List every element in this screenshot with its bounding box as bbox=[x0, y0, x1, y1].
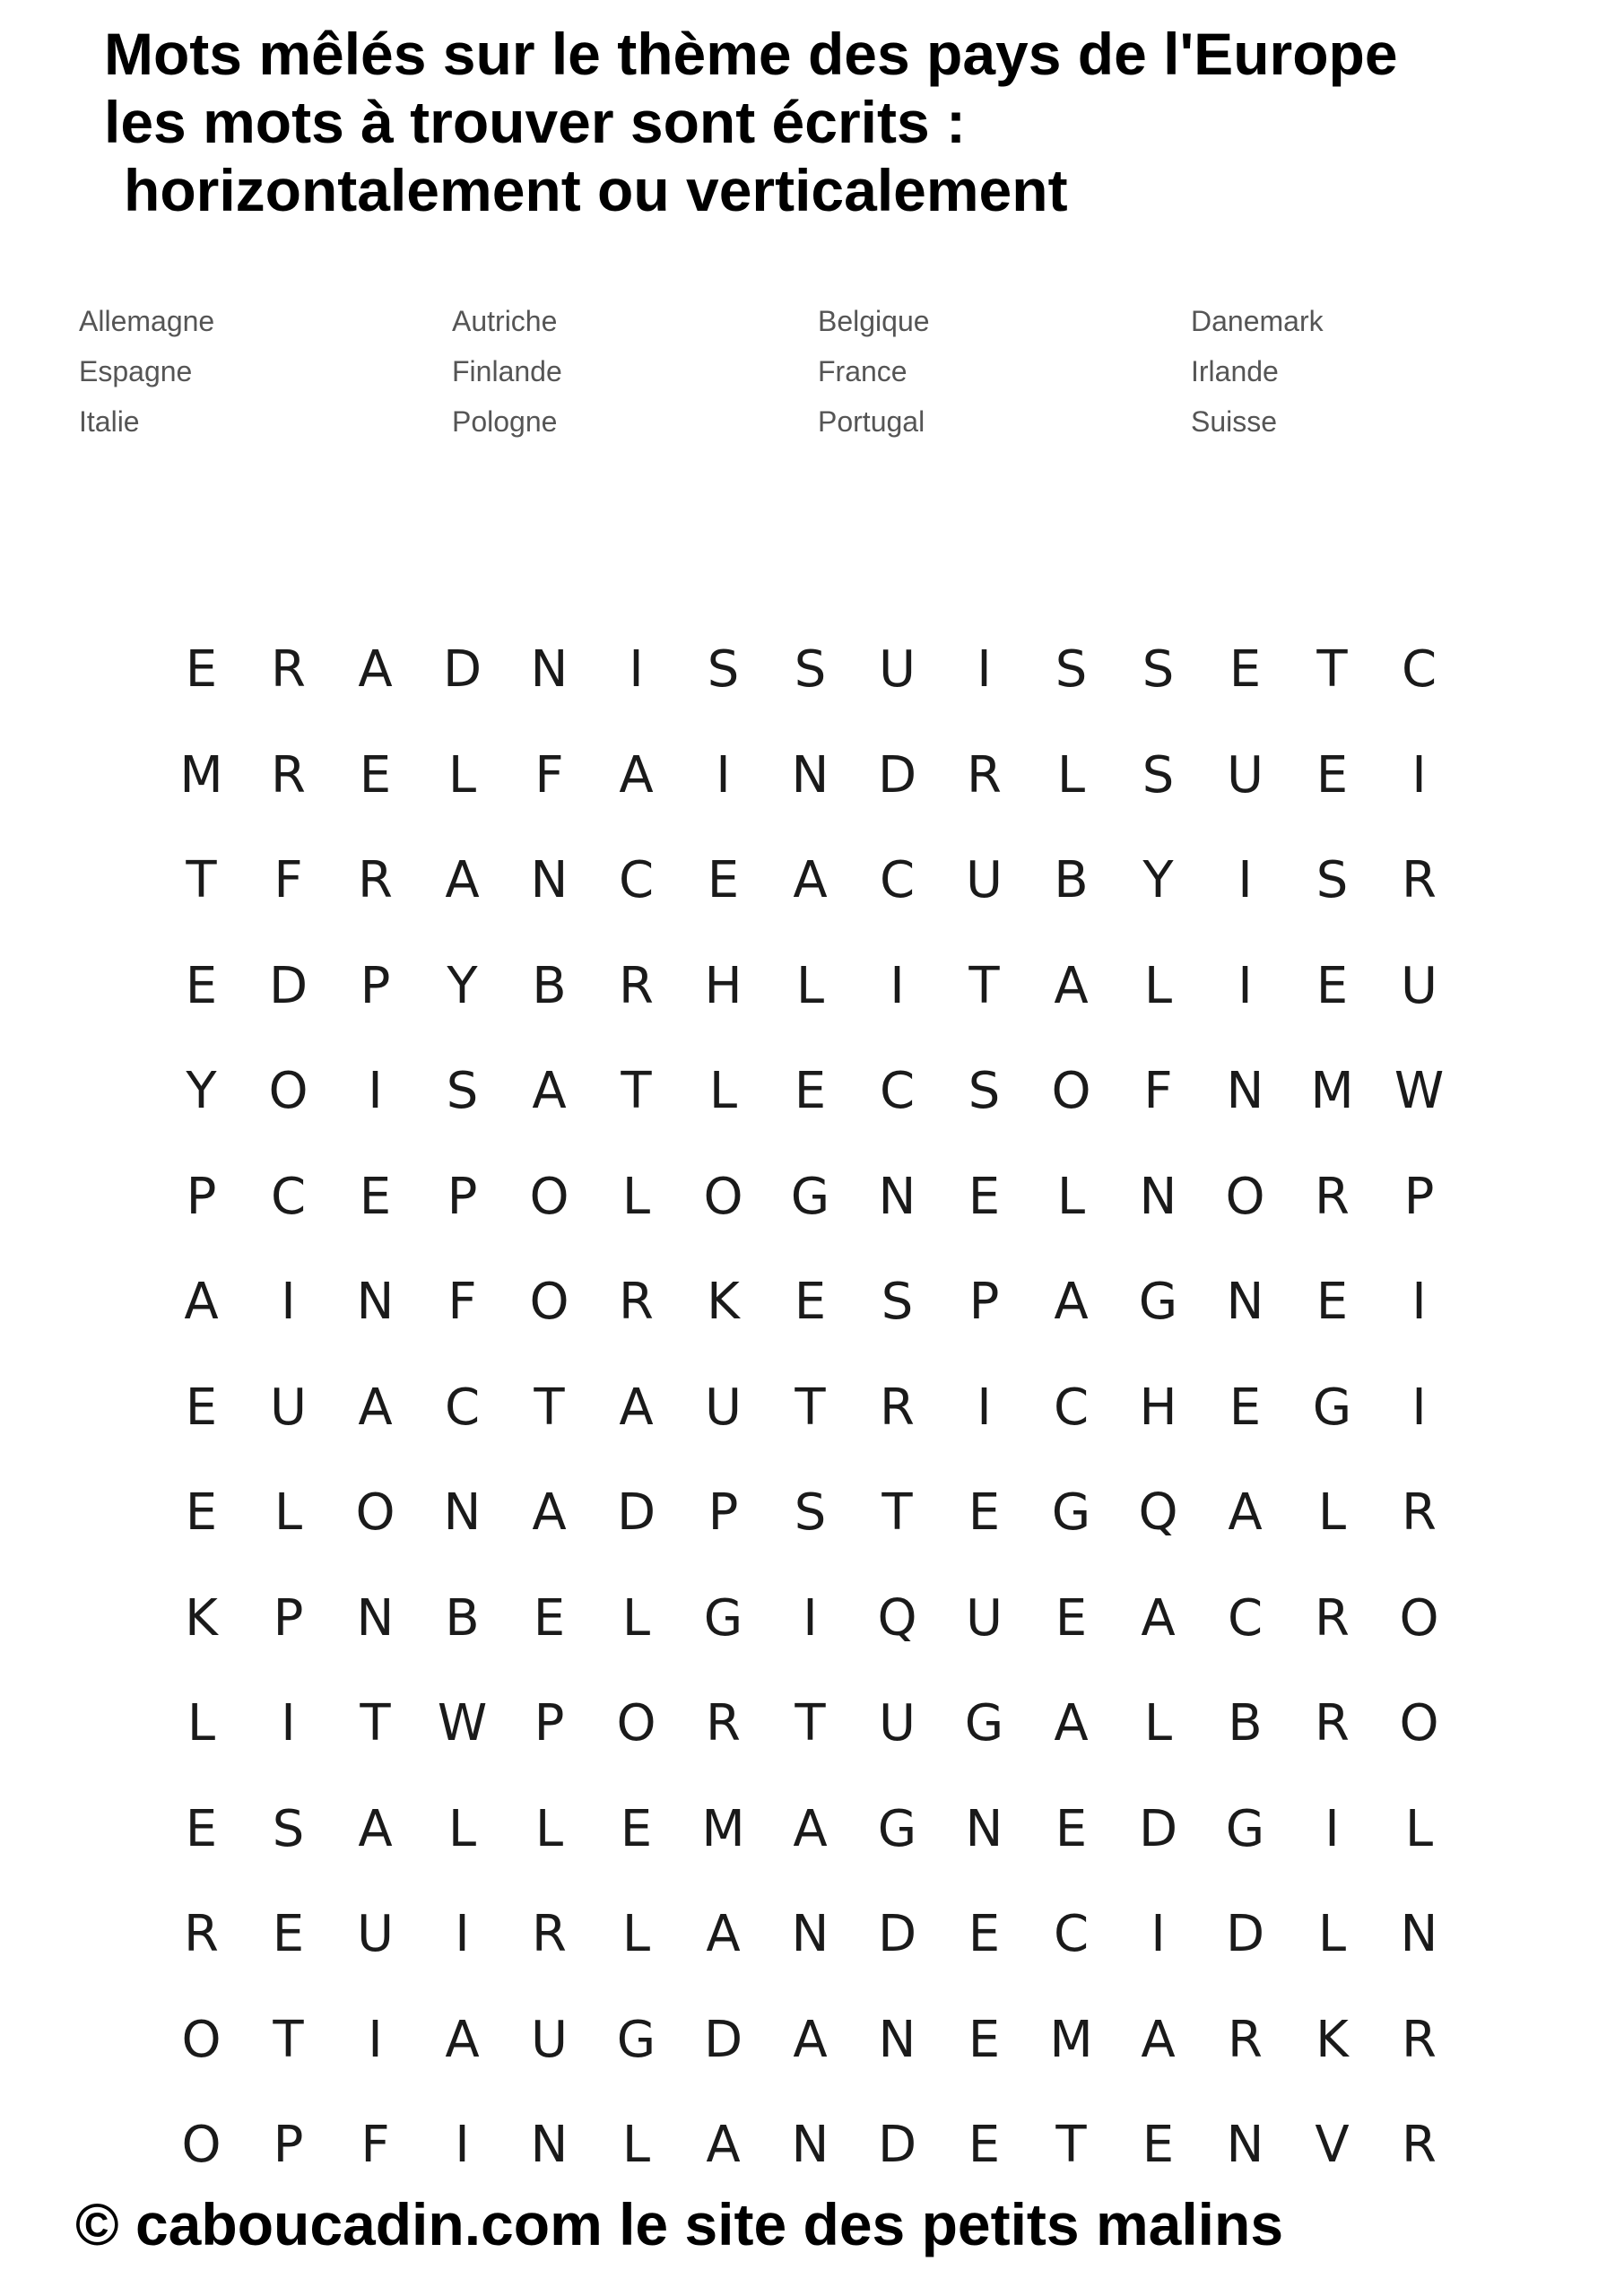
grid-cell[interactable]: F bbox=[360, 2116, 390, 2175]
grid-cell[interactable]: O bbox=[1399, 1694, 1439, 1753]
grid-cell[interactable]: S bbox=[881, 1273, 914, 1332]
grid-cell[interactable]: G bbox=[1138, 1273, 1178, 1332]
grid-cell[interactable]: T bbox=[186, 851, 217, 910]
word-item: Irlande bbox=[1191, 355, 1279, 387]
grid-cell[interactable]: O bbox=[181, 2010, 221, 2069]
grid-cell[interactable]: R bbox=[1402, 1483, 1437, 1543]
grid-cell[interactable]: A bbox=[1228, 1483, 1263, 1543]
grid-cell[interactable]: O bbox=[529, 1167, 569, 1226]
grid-cell[interactable]: I bbox=[368, 1062, 383, 1121]
grid-cell[interactable]: N bbox=[530, 851, 569, 910]
grid-cell[interactable]: S bbox=[1142, 745, 1175, 804]
grid-cell[interactable]: H bbox=[1139, 1378, 1177, 1437]
puzzle-title bbox=[104, 20, 1611, 224]
grid-cell[interactable]: E bbox=[1316, 1273, 1349, 1332]
word-item: Danemark bbox=[1191, 305, 1324, 337]
grid-cell[interactable]: N bbox=[1400, 1905, 1438, 1964]
grid-cell[interactable]: L bbox=[1056, 745, 1086, 804]
grid-cell[interactable]: I bbox=[977, 640, 992, 700]
grid-cell[interactable]: L bbox=[621, 1905, 651, 1964]
grid-cell[interactable]: E bbox=[794, 1062, 827, 1121]
grid-cell[interactable]: R bbox=[619, 1273, 654, 1332]
grid-cell[interactable]: I bbox=[1411, 1378, 1427, 1437]
grid-cell[interactable]: S bbox=[1142, 640, 1175, 700]
grid-cell[interactable]: R bbox=[1315, 1694, 1350, 1753]
grid-cell[interactable]: G bbox=[703, 1588, 743, 1648]
word-item: Suisse bbox=[1191, 405, 1278, 438]
grid-cell[interactable]: T bbox=[795, 1694, 826, 1753]
grid-cell[interactable]: E bbox=[1316, 745, 1349, 804]
grid-cell[interactable]: T bbox=[881, 1483, 913, 1543]
grid-cell[interactable]: W bbox=[1394, 1062, 1445, 1121]
grid-cell[interactable]: N bbox=[1226, 1273, 1264, 1332]
word-list bbox=[79, 296, 1559, 447]
grid-cell[interactable]: C bbox=[270, 1167, 307, 1226]
grid-cell[interactable]: G bbox=[1312, 1378, 1352, 1437]
grid-cell[interactable]: R bbox=[271, 745, 306, 804]
grid-cell[interactable]: R bbox=[184, 1905, 219, 1964]
grid-cell[interactable]: N bbox=[356, 1588, 395, 1648]
grid-cell[interactable]: E bbox=[1316, 956, 1349, 1015]
grid-cell[interactable]: K bbox=[1316, 2010, 1349, 2069]
grid-cell[interactable]: U bbox=[966, 851, 1003, 910]
word-item: Italie bbox=[79, 405, 140, 438]
grid-cell[interactable]: F bbox=[534, 745, 564, 804]
grid-cell[interactable]: A bbox=[1141, 2010, 1176, 2069]
grid-cell[interactable]: N bbox=[1226, 1062, 1264, 1121]
grid-cell[interactable]: I bbox=[455, 2116, 470, 2175]
grid-cell[interactable]: N bbox=[965, 1799, 1003, 1858]
grid-cell[interactable]: L bbox=[1143, 1694, 1173, 1753]
grid-cell[interactable]: R bbox=[1315, 1588, 1350, 1648]
grid-cell[interactable]: E bbox=[968, 1483, 1001, 1543]
grid-cell[interactable]: G bbox=[1051, 1483, 1091, 1543]
grid-cell[interactable]: S bbox=[1316, 851, 1349, 910]
grid-cell[interactable]: B bbox=[1228, 1694, 1263, 1753]
grid-cell[interactable]: B bbox=[445, 1588, 480, 1648]
grid-cell[interactable]: O bbox=[1225, 1167, 1265, 1226]
grid-cell[interactable]: L bbox=[621, 1167, 651, 1226]
grid-cell[interactable]: A bbox=[793, 1799, 828, 1858]
grid-cell[interactable]: G bbox=[616, 2010, 656, 2069]
grid-cell[interactable]: C bbox=[1227, 1588, 1264, 1648]
word-item: Allemagne bbox=[79, 305, 215, 337]
grid-cell[interactable]: A bbox=[706, 2116, 741, 2175]
grid-cell[interactable]: A bbox=[184, 1273, 219, 1332]
grid-cell[interactable]: D bbox=[442, 640, 482, 700]
grid-cell[interactable]: L bbox=[447, 745, 477, 804]
grid-cell[interactable]: U bbox=[705, 1378, 742, 1437]
grid-cell[interactable]: E bbox=[1229, 1378, 1262, 1437]
grid-cell[interactable]: I bbox=[890, 956, 905, 1015]
grid-cell[interactable]: N bbox=[791, 745, 829, 804]
grid-cell[interactable]: A bbox=[532, 1062, 567, 1121]
word-item: Espagne bbox=[79, 355, 193, 387]
grid-cell[interactable]: P bbox=[447, 1167, 478, 1226]
grid-cell[interactable]: M bbox=[1310, 1062, 1354, 1121]
grid-cell[interactable]: T bbox=[273, 2010, 304, 2069]
word-item: Autriche bbox=[452, 305, 558, 337]
grid-cell[interactable]: T bbox=[795, 1378, 826, 1437]
grid-cell[interactable]: K bbox=[707, 1273, 740, 1332]
grid-cell[interactable]: U bbox=[531, 2010, 568, 2069]
grid-cell[interactable]: E bbox=[620, 1799, 653, 1858]
grid-cell[interactable]: T bbox=[1055, 2116, 1087, 2175]
grid-cell[interactable]: U bbox=[966, 1588, 1003, 1648]
grid-cell[interactable]: R bbox=[1228, 2010, 1263, 2069]
grid-cell[interactable]: P bbox=[273, 2116, 304, 2175]
grid-cell[interactable]: O bbox=[616, 1694, 656, 1753]
grid-cell[interactable]: R bbox=[967, 745, 1002, 804]
grid-cell[interactable]: B bbox=[532, 956, 567, 1015]
grid-cell[interactable]: E bbox=[968, 2116, 1001, 2175]
grid-cell[interactable]: A bbox=[1054, 1694, 1089, 1753]
copyright-footer: © caboucadin.com le site des petits malins bbox=[75, 2191, 1284, 2257]
grid-cell[interactable]: L bbox=[1404, 1799, 1434, 1858]
grid-cell[interactable]: T bbox=[968, 956, 1000, 1015]
grid-cell[interactable]: S bbox=[968, 1062, 1001, 1121]
grid-cell[interactable]: E bbox=[707, 851, 740, 910]
grid-cell[interactable]: E bbox=[359, 745, 392, 804]
grid-cell[interactable]: E bbox=[1142, 2116, 1175, 2175]
grid-cell[interactable]: A bbox=[793, 851, 828, 910]
grid-cell[interactable]: I bbox=[281, 1273, 296, 1332]
grid-cell[interactable]: P bbox=[1403, 1167, 1435, 1226]
grid-cell[interactable]: U bbox=[879, 640, 916, 700]
grid-cell[interactable]: R bbox=[1402, 851, 1437, 910]
grid-cell[interactable]: E bbox=[968, 1905, 1001, 1964]
grid-cell[interactable]: R bbox=[880, 1378, 915, 1437]
grid-cell[interactable]: F bbox=[1143, 1062, 1173, 1121]
grid-cell[interactable]: C bbox=[618, 851, 655, 910]
grid-cell[interactable]: A bbox=[358, 640, 393, 700]
grid-cell[interactable]: L bbox=[621, 1588, 651, 1648]
grid-cell[interactable]: N bbox=[1139, 1167, 1177, 1226]
grid-cell[interactable]: L bbox=[1056, 1167, 1086, 1226]
title-line-2: les mots à trouver sont écrits : bbox=[104, 89, 966, 155]
grid-cell[interactable]: C bbox=[879, 851, 916, 910]
grid-cell[interactable]: I bbox=[803, 1588, 818, 1648]
grid-cell[interactable]: C bbox=[879, 1062, 916, 1121]
grid-cell[interactable]: N bbox=[878, 1167, 916, 1226]
grid-cell[interactable]: L bbox=[1317, 1905, 1347, 1964]
grid-cell[interactable]: G bbox=[877, 1799, 917, 1858]
grid-cell[interactable]: G bbox=[1225, 1799, 1265, 1858]
grid-cell[interactable]: N bbox=[878, 2010, 916, 2069]
grid-cell[interactable]: T bbox=[534, 1378, 565, 1437]
grid-cell[interactable]: I bbox=[716, 745, 731, 804]
grid-cell[interactable]: U bbox=[1227, 745, 1264, 804]
grid-cell[interactable]: Y bbox=[447, 956, 478, 1015]
grid-cell[interactable]: O bbox=[703, 1167, 743, 1226]
grid-cell[interactable]: I bbox=[1238, 956, 1253, 1015]
grid-cell[interactable]: O bbox=[268, 1062, 308, 1121]
grid-cell[interactable]: R bbox=[358, 851, 393, 910]
grid-cell[interactable]: P bbox=[360, 956, 391, 1015]
grid-cell[interactable]: L bbox=[274, 1483, 303, 1543]
grid-cell[interactable]: R bbox=[271, 640, 306, 700]
grid-cell[interactable]: V bbox=[1315, 2116, 1350, 2175]
grid-cell[interactable]: O bbox=[1051, 1062, 1091, 1121]
title-line-3: horizontalement ou verticalement bbox=[124, 157, 1068, 223]
grid-cell[interactable]: D bbox=[1138, 1799, 1178, 1858]
grid-cell[interactable]: P bbox=[708, 1483, 739, 1543]
grid-cell[interactable]: E bbox=[185, 1799, 218, 1858]
grid-cell[interactable]: E bbox=[1055, 1588, 1088, 1648]
grid-cell[interactable]: R bbox=[1402, 2010, 1437, 2069]
grid-cell[interactable]: R bbox=[1315, 1167, 1350, 1226]
grid-cell[interactable]: E bbox=[794, 1273, 827, 1332]
grid-cell[interactable]: C bbox=[1053, 1905, 1090, 1964]
grid-cell[interactable]: I bbox=[977, 1378, 992, 1437]
grid-cell[interactable]: U bbox=[879, 1694, 916, 1753]
grid-cell[interactable]: F bbox=[274, 851, 303, 910]
grid-cell[interactable]: U bbox=[1401, 956, 1437, 1015]
grid-cell[interactable]: P bbox=[534, 1694, 565, 1753]
grid-cell[interactable]: O bbox=[355, 1483, 395, 1543]
grid-cell[interactable]: S bbox=[446, 1062, 479, 1121]
grid-cell[interactable]: D bbox=[877, 745, 917, 804]
grid-cell[interactable]: P bbox=[186, 1167, 217, 1226]
grid-cell[interactable]: N bbox=[530, 640, 569, 700]
grid-cell[interactable]: S bbox=[272, 1799, 305, 1858]
grid-cell[interactable]: U bbox=[357, 1905, 394, 1964]
grid-cell[interactable]: A bbox=[445, 851, 480, 910]
grid-cell[interactable]: A bbox=[619, 1378, 654, 1437]
grid-cell[interactable]: T bbox=[1316, 640, 1348, 700]
grid-cell[interactable]: A bbox=[358, 1799, 393, 1858]
grid-cell[interactable]: R bbox=[706, 1694, 741, 1753]
grid-cell[interactable]: Y bbox=[1142, 851, 1174, 910]
grid-cell[interactable]: D bbox=[877, 2116, 917, 2175]
grid-cell[interactable]: E bbox=[185, 1483, 218, 1543]
grid-cell[interactable]: E bbox=[185, 1378, 218, 1437]
grid-cell[interactable]: E bbox=[968, 1167, 1001, 1226]
grid-cell[interactable]: A bbox=[1054, 956, 1089, 1015]
title-line-1: Mots mêlés sur le thème des pays de l'Europe bbox=[104, 21, 1398, 87]
grid-cell[interactable]: N bbox=[530, 2116, 569, 2175]
grid-cell[interactable]: E bbox=[185, 640, 218, 700]
grid-cell[interactable]: S bbox=[794, 1483, 827, 1543]
grid-cell[interactable]: N bbox=[356, 1273, 395, 1332]
grid-cell[interactable]: O bbox=[181, 2116, 221, 2175]
grid-cell[interactable]: I bbox=[1324, 1799, 1340, 1858]
grid-cell[interactable]: I bbox=[629, 640, 644, 700]
grid-cell[interactable]: O bbox=[529, 1273, 569, 1332]
word-item: Belgique bbox=[818, 305, 930, 337]
grid-cell[interactable]: T bbox=[621, 1062, 652, 1121]
grid-cell[interactable]: A bbox=[619, 745, 654, 804]
grid-cell[interactable]: E bbox=[1229, 640, 1262, 700]
grid-cell[interactable]: L bbox=[708, 1062, 738, 1121]
grid-cell[interactable]: A bbox=[793, 2010, 828, 2069]
grid-cell[interactable]: T bbox=[360, 1694, 391, 1753]
letter-grid bbox=[158, 617, 1476, 2198]
grid-cell[interactable]: L bbox=[1317, 1483, 1347, 1543]
word-item: Portugal bbox=[818, 405, 925, 438]
grid-cell[interactable]: L bbox=[795, 956, 825, 1015]
grid-cell[interactable]: R bbox=[532, 1905, 567, 1964]
grid-cell[interactable]: A bbox=[358, 1378, 393, 1437]
grid-cell[interactable]: O bbox=[1399, 1588, 1439, 1648]
grid-cell[interactable]: S bbox=[794, 640, 827, 700]
grid-cell[interactable]: G bbox=[790, 1167, 830, 1226]
grid-cell[interactable]: E bbox=[185, 956, 218, 1015]
grid-cell[interactable]: L bbox=[621, 2116, 651, 2175]
grid-cell[interactable]: H bbox=[704, 956, 743, 1015]
word-item: Finlande bbox=[452, 355, 562, 387]
grid-cell[interactable]: Q bbox=[877, 1588, 917, 1648]
grid-cell[interactable]: E bbox=[533, 1588, 566, 1648]
grid-cell[interactable]: M bbox=[179, 745, 223, 804]
grid-cell[interactable]: Q bbox=[1138, 1483, 1178, 1543]
grid-cell[interactable]: B bbox=[1054, 851, 1089, 910]
grid-cell[interactable]: A bbox=[532, 1483, 567, 1543]
grid-cell[interactable]: L bbox=[187, 1694, 216, 1753]
grid-cell[interactable]: L bbox=[534, 1799, 564, 1858]
grid-cell[interactable]: A bbox=[1141, 1588, 1176, 1648]
grid-cell[interactable]: N bbox=[443, 1483, 482, 1543]
grid-cell[interactable]: S bbox=[1055, 640, 1088, 700]
grid-cell[interactable]: G bbox=[964, 1694, 1004, 1753]
grid-cell[interactable]: E bbox=[1055, 1799, 1088, 1858]
grid-cell[interactable]: U bbox=[270, 1378, 307, 1437]
grid-cell[interactable]: D bbox=[268, 956, 308, 1015]
grid-cell[interactable]: A bbox=[445, 2010, 480, 2069]
grid-cell[interactable]: W bbox=[437, 1694, 488, 1753]
grid-cell[interactable]: P bbox=[968, 1273, 1000, 1332]
word-item: Pologne bbox=[452, 405, 558, 438]
grid-cell[interactable]: I bbox=[281, 1694, 296, 1753]
grid-cell[interactable]: E bbox=[968, 2010, 1001, 2069]
grid-cell[interactable]: A bbox=[1054, 1273, 1089, 1332]
grid-cell[interactable]: F bbox=[447, 1273, 477, 1332]
grid-cell[interactable]: M bbox=[701, 1799, 745, 1858]
grid-cell[interactable]: P bbox=[273, 1588, 304, 1648]
grid-cell[interactable]: L bbox=[1143, 956, 1173, 1015]
grid-cell[interactable]: R bbox=[619, 956, 654, 1015]
grid-cell[interactable]: M bbox=[1049, 2010, 1093, 2069]
grid-cell[interactable]: D bbox=[877, 1905, 917, 1964]
grid-cell[interactable]: E bbox=[359, 1167, 392, 1226]
grid-cell[interactable]: I bbox=[1411, 1273, 1427, 1332]
word-item: France bbox=[818, 355, 908, 387]
grid-cell[interactable]: A bbox=[706, 1905, 741, 1964]
grid-cell[interactable]: I bbox=[455, 1905, 470, 1964]
grid-cell[interactable]: I bbox=[1151, 1905, 1166, 1964]
grid-cell[interactable]: R bbox=[1402, 2116, 1437, 2175]
grid-cell[interactable]: D bbox=[1225, 1905, 1265, 1964]
grid-cell[interactable]: K bbox=[185, 1588, 218, 1648]
grid-cell[interactable]: N bbox=[1226, 2116, 1264, 2175]
grid-cell[interactable]: C bbox=[1401, 640, 1437, 700]
grid-cell[interactable]: D bbox=[703, 2010, 743, 2069]
grid-cell[interactable]: L bbox=[447, 1799, 477, 1858]
grid-cell[interactable]: C bbox=[1053, 1378, 1090, 1437]
grid-cell[interactable]: E bbox=[272, 1905, 305, 1964]
grid-cell[interactable]: D bbox=[616, 1483, 656, 1543]
grid-cell[interactable]: I bbox=[1411, 745, 1427, 804]
grid-cell[interactable]: I bbox=[1238, 851, 1253, 910]
grid-cell[interactable]: C bbox=[444, 1378, 481, 1437]
grid-cell[interactable]: I bbox=[368, 2010, 383, 2069]
grid-cell[interactable]: Y bbox=[186, 1062, 217, 1121]
grid-cell[interactable]: N bbox=[791, 1905, 829, 1964]
grid-cell[interactable]: N bbox=[791, 2116, 829, 2175]
grid-cell[interactable]: S bbox=[707, 640, 740, 700]
